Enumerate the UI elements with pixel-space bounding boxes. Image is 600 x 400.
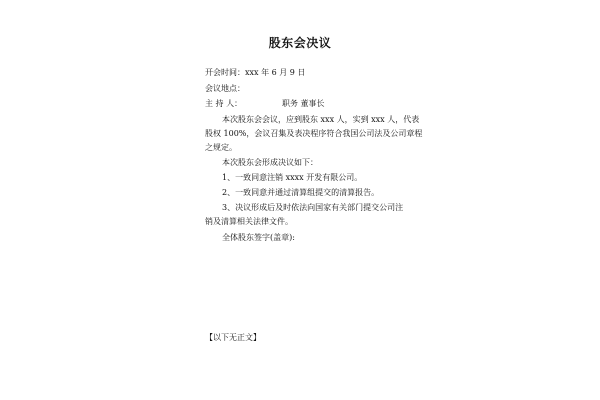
meeting-place: 会议地点： (205, 84, 245, 93)
resolution-item: 3、决议形成后及时依法向国家有关部门提交公司注 (222, 203, 404, 212)
document-title: 股东会决议 (268, 36, 332, 50)
resolution-lead: 本次股东会形成决议如下： (222, 158, 318, 167)
end-of-text-note: 【以下无正文】 (205, 333, 261, 342)
host-value: 职务 董事长 (282, 99, 325, 108)
resolution-item: 2、一致同意并通过清算组提交的清算报告。 (222, 188, 380, 197)
intro-paragraph-line: 之规定。 (205, 143, 237, 152)
intro-paragraph-line: 股权 100%，会议召集及表决程序符合我国公司法及公司章程 (205, 129, 423, 138)
resolution-item: 1、一致同意注销 xxxx 开发有限公司。 (222, 173, 363, 182)
host-label: 主 持 人： (205, 99, 243, 108)
signature-line: 全体股东签字(盖章): (222, 233, 295, 242)
intro-paragraph-line: 本次股东会会议，应到股东 xxx 人，实到 xxx 人，代表 (222, 115, 420, 124)
meeting-time: 开会时间：xxx 年 6 月 9 日 (205, 68, 306, 77)
resolution-item-continued: 销及清算相关法律文件。 (205, 217, 293, 226)
